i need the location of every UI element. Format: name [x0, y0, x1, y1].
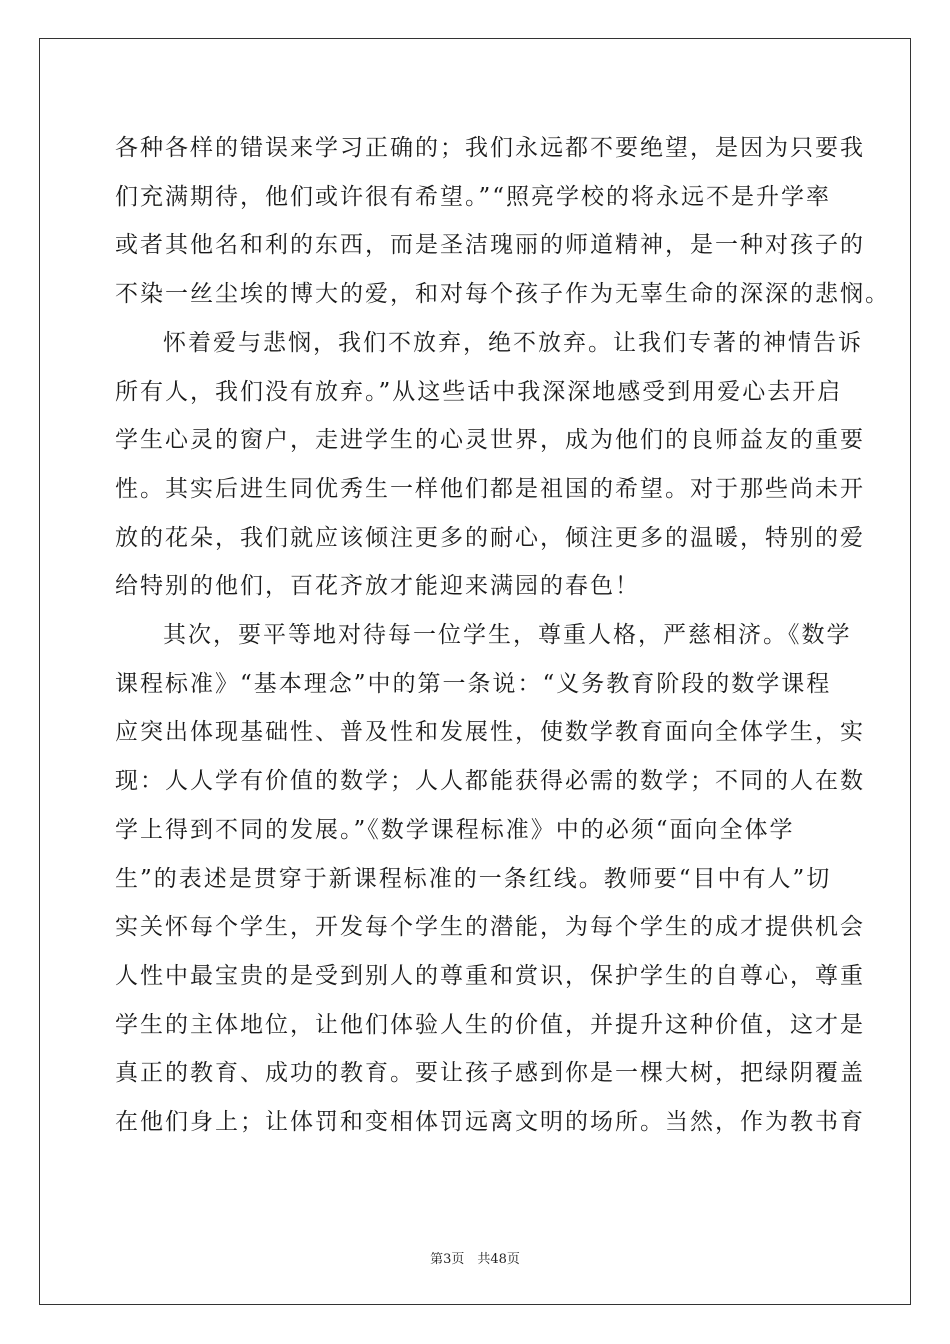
text-line: 人性中最宝贵的是受到别人的尊重和赏识，保护学生的自尊心，尊重	[115, 962, 865, 989]
text-line: 真正的教育、成功的教育。要让孩子感到你是一棵大树，把绿阴覆盖	[115, 1060, 865, 1087]
text-line: 放的花朵，我们就应该倾注更多的耐心，倾注更多的温暖，特别的爱	[115, 524, 865, 551]
text-line: 生”的表述是贯穿于新课程标准的一条红线。教师要“目中有人”切	[115, 865, 832, 892]
document-body	[115, 124, 890, 1147]
text-line: 或者其他名和利的东西，而是圣洁瑰丽的师道精神，是一种对孩子的	[115, 232, 865, 259]
text-line: 实关怀每个学生，开发每个学生的潜能，为每个学生的成才提供机会	[115, 914, 865, 941]
paragraph-3	[115, 611, 865, 1147]
text-line: 学生心灵的窗户，走进学生的心灵世界，成为他们的良师益友的重要	[115, 427, 865, 454]
text-line: 学生的主体地位，让他们体验人生的价值，并提升这种价值，这才是	[115, 1011, 865, 1038]
text-line: 不染一丝尘埃的博大的爱，和对每个孩子作为无辜生命的深深的悲悯。	[115, 281, 890, 308]
text-line: 其次，要平等地对待每一位学生，尊重人格，严慈相济。《数学	[163, 622, 852, 649]
text-line: 怀着爱与悲悯，我们不放弃，绝不放弃。让我们专著的神情告诉	[163, 329, 863, 356]
text-line: 性。其实后进生同优秀生一样他们都是祖国的希望。对于那些尚未开	[115, 475, 865, 502]
text-line: 课程标准》“基本理念”中的第一条说：“义务教育阶段的数学课程	[115, 670, 832, 697]
paragraph-2	[115, 319, 865, 611]
text-line: 现：人人学有价值的数学；人人都能获得必需的数学；不同的人在数	[115, 768, 865, 795]
text-line: 应突出体现基础性、普及性和发展性，使数学教育面向全体学生，实	[115, 719, 865, 746]
text-line: 给特别的他们，百花齐放才能迎来满园的春色！	[115, 573, 640, 600]
text-line: 所有人，我们没有放弃。”从这些话中我深深地感受到用爱心去开启	[115, 378, 843, 405]
text-line: 各种各样的错误来学习正确的；我们永远都不要绝望，是因为只要我	[115, 135, 865, 161]
text-line: 们充满期待，他们或许很有希望。”“照亮学校的将永远不是升学率	[115, 183, 832, 210]
text-line: 学上得到不同的发展。”《数学课程标准》中的必须“面向全体学	[115, 816, 795, 843]
text-line: 在他们身上；让体罚和变相体罚远离文明的场所。当然，作为教书育	[115, 1109, 865, 1136]
page-number-footer: 第3页 共48页	[430, 1252, 520, 1267]
paragraph-1	[115, 124, 890, 319]
